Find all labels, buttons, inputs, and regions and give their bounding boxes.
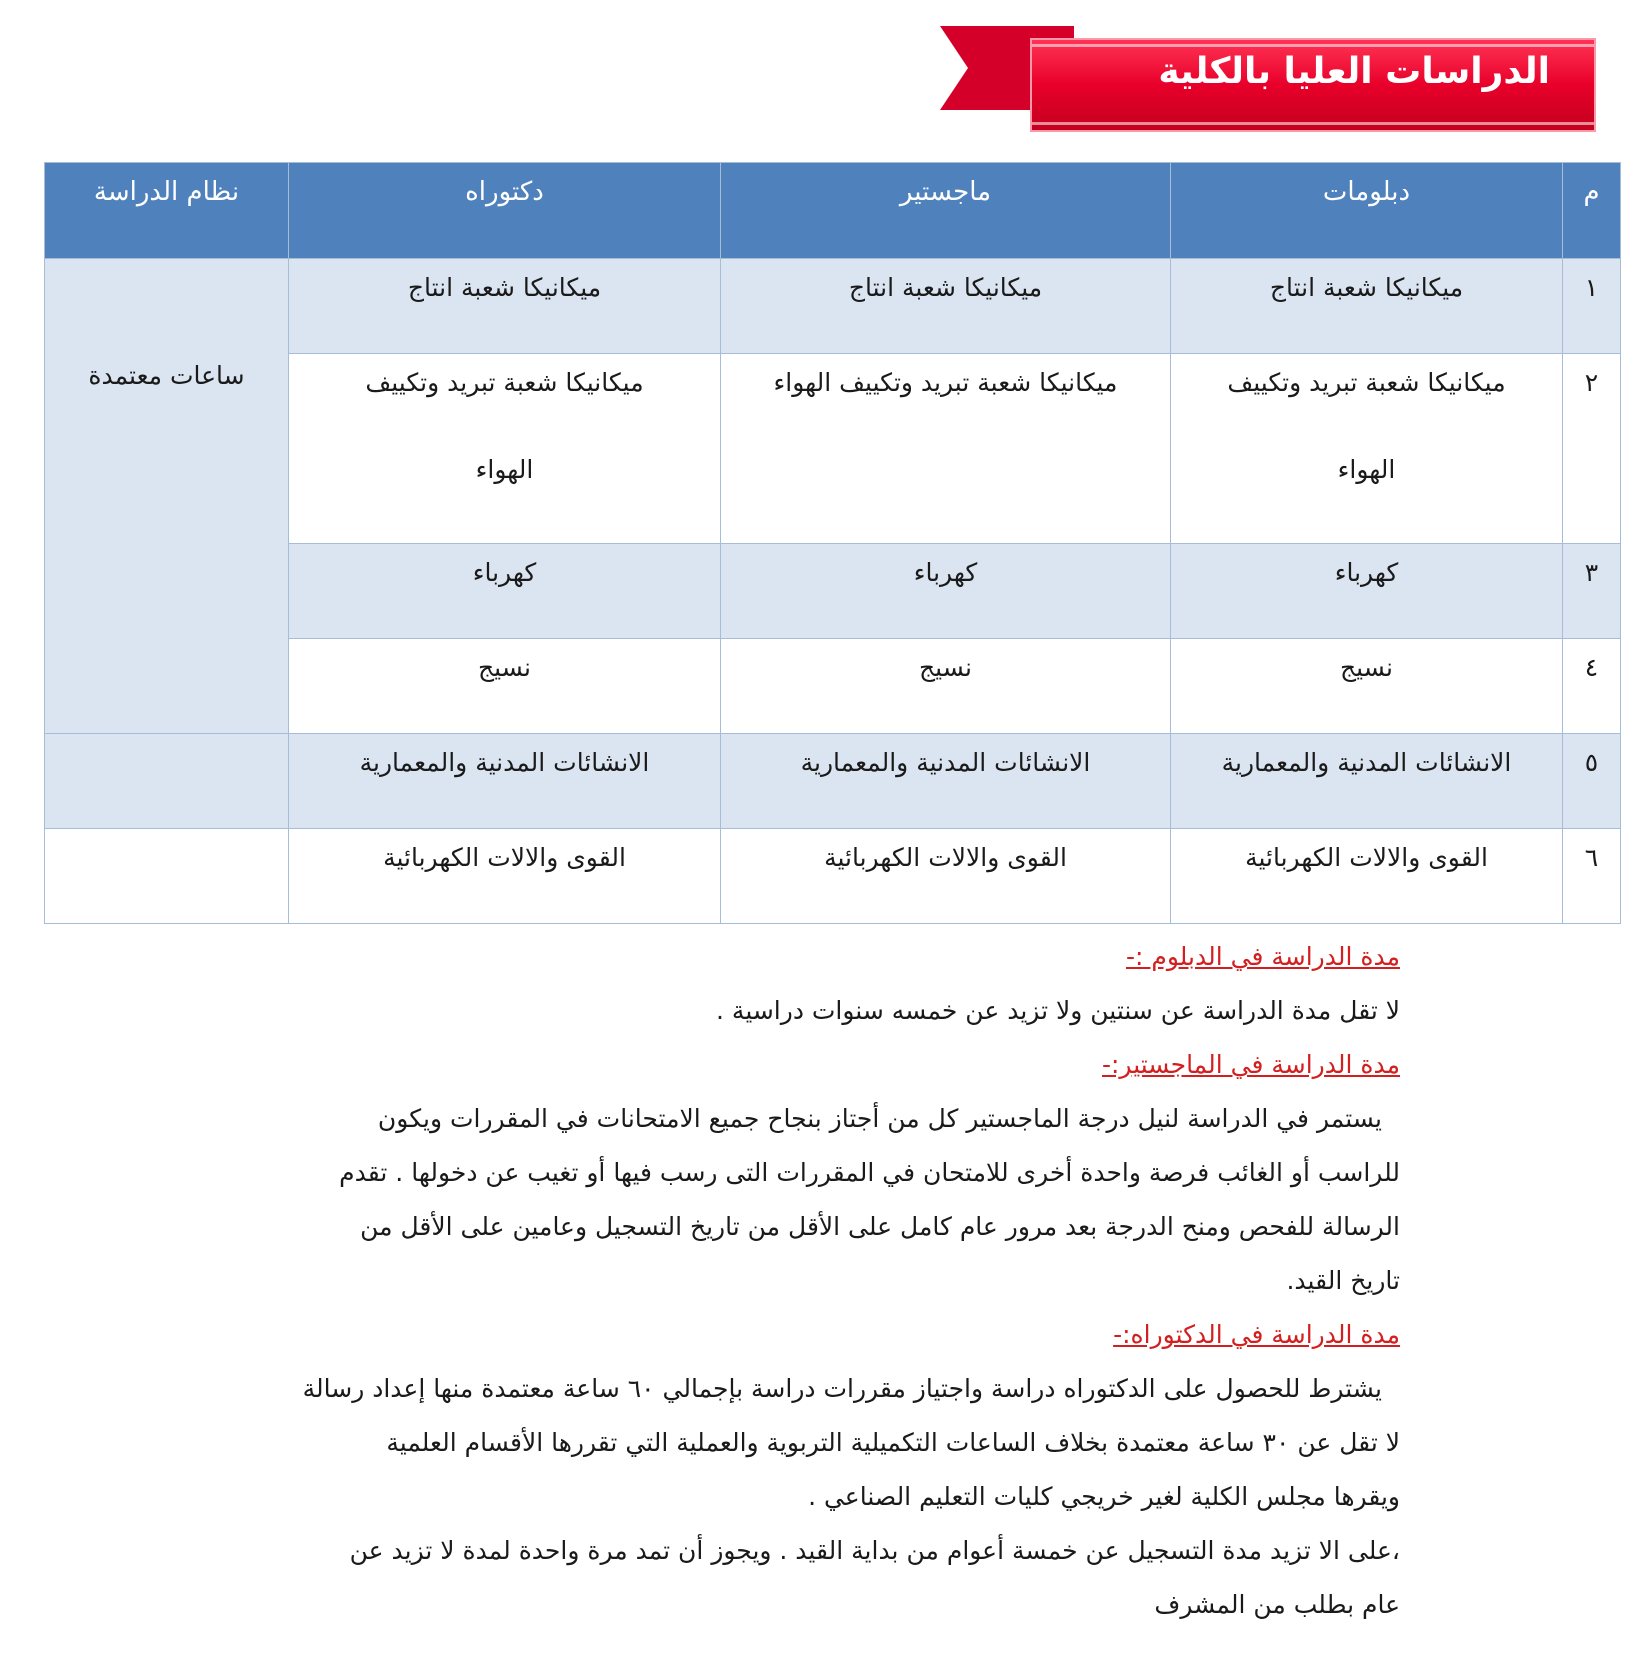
doctorate-text-line: يشترط للحصول على الدكتوراه دراسة واجتياز مقررات دراسة بإجمالي ٦٠ ساعة معتمدة منها إعداد رسالة: [302, 1374, 1382, 1403]
cell-doctorate: [289, 354, 721, 544]
cell-diplomas: نسيج: [1171, 639, 1563, 734]
header-masters: ماجستير: [721, 163, 1171, 259]
cell-doctorate: نسيج: [289, 639, 721, 734]
table-header-row: [45, 163, 1621, 259]
cell-doctorate: ميكانيكا شعبة انتاج: [289, 259, 721, 354]
row-index: ١: [1563, 259, 1621, 354]
cell-doctorate: القوى والالات الكهربائية: [289, 829, 721, 924]
cell-masters: نسيج: [721, 639, 1171, 734]
cell-masters: كهرباء: [721, 544, 1171, 639]
header-diplomas: دبلومات: [1171, 163, 1563, 259]
cell-study-system: ساعات معتمدة: [45, 259, 289, 734]
row-index: ٤: [1563, 639, 1621, 734]
cell-diplomas: [1171, 354, 1563, 544]
row-index: ٢: [1563, 354, 1621, 544]
cell-diplomas: كهرباء: [1171, 544, 1563, 639]
row-index: ٦: [1563, 829, 1621, 924]
cell-diplomas-line2: الهواء: [1337, 455, 1396, 484]
header-study-system: نظام الدراسة: [45, 163, 289, 259]
cell-doctorate-line2: الهواء: [475, 455, 534, 484]
row-index: ٥: [1563, 734, 1621, 829]
cell-masters: الانشائات المدنية والمعمارية: [721, 734, 1171, 829]
header-index: م: [1563, 163, 1621, 259]
header-doctorate: دكتوراه: [289, 163, 721, 259]
cell-diplomas: الانشائات المدنية والمعمارية: [1171, 734, 1563, 829]
study-duration-section: [250, 930, 1400, 1632]
cell-doctorate: كهرباء: [289, 544, 721, 639]
doctorate-text-line: عام بطلب من المشرف: [1154, 1590, 1400, 1619]
masters-text-line: تاريخ القيد.: [1286, 1266, 1400, 1295]
programs-table: [44, 162, 1621, 924]
cell-study-system-empty: [45, 734, 289, 829]
table-row: [45, 259, 1621, 354]
cell-diplomas-line1: ميكانيكا شعبة تبريد وتكييف: [1227, 368, 1506, 397]
masters-text-line: الرسالة للفحص ومنح الدرجة بعد مرور عام كامل على الأقل من تاريخ التسجيل وعامين على الأقل من: [360, 1212, 1400, 1241]
cell-masters: ميكانيكا شعبة انتاج: [721, 259, 1171, 354]
cell-masters: ميكانيكا شعبة تبريد وتكييف الهواء: [721, 354, 1171, 544]
title-banner: [940, 22, 1596, 132]
masters-text-line: يستمر في الدراسة لنيل درجة الماجستير كل من أجتاز بنجاح جميع الامتحانات في المقررات ويكون: [377, 1104, 1382, 1133]
cell-masters: القوى والالات الكهربائية: [721, 829, 1171, 924]
cell-study-system-empty: [45, 829, 289, 924]
cell-doctorate: الانشائات المدنية والمعمارية: [289, 734, 721, 829]
diploma-heading: مدة الدراسة في الدبلوم :-: [1126, 942, 1400, 971]
row-index: ٣: [1563, 544, 1621, 639]
doctorate-text-line: لا تقل عن ٣٠ ساعة معتمدة بخلاف الساعات التكميلية التربوية والعملية التي تقررها الأقسام العلمية: [386, 1428, 1400, 1457]
cell-diplomas: ميكانيكا شعبة انتاج: [1171, 259, 1563, 354]
table-row: [45, 734, 1621, 829]
masters-text-line: للراسب أو الغائب فرصة واحدة أخرى للامتحان في المقررات التى رسب فيها أو تغيب عن دخولها . تقدم: [339, 1158, 1400, 1187]
doctorate-text-line: ويقرها مجلس الكلية لغير خريجي كليات التعليم الصناعي .: [808, 1482, 1400, 1511]
page-title: الدراسات العليا بالكلية: [1158, 51, 1550, 92]
cell-doctorate-line1: ميكانيكا شعبة تبريد وتكييف: [365, 368, 644, 397]
doctorate-text-line: ،على الا تزيد مدة التسجيل عن خمسة أعوام من بداية القيد . ويجوز أن تمد مرة واحدة لمدة لا تزيد عن: [349, 1536, 1400, 1565]
masters-heading: مدة الدراسة في الماجستير:-: [1101, 1050, 1400, 1079]
table-row: [45, 829, 1621, 924]
doctorate-heading: مدة الدراسة في الدكتوراه:-: [1113, 1320, 1400, 1349]
diploma-text: لا تقل مدة الدراسة عن سنتين ولا تزيد عن خمسه سنوات دراسية .: [716, 996, 1400, 1025]
cell-diplomas: القوى والالات الكهربائية: [1171, 829, 1563, 924]
